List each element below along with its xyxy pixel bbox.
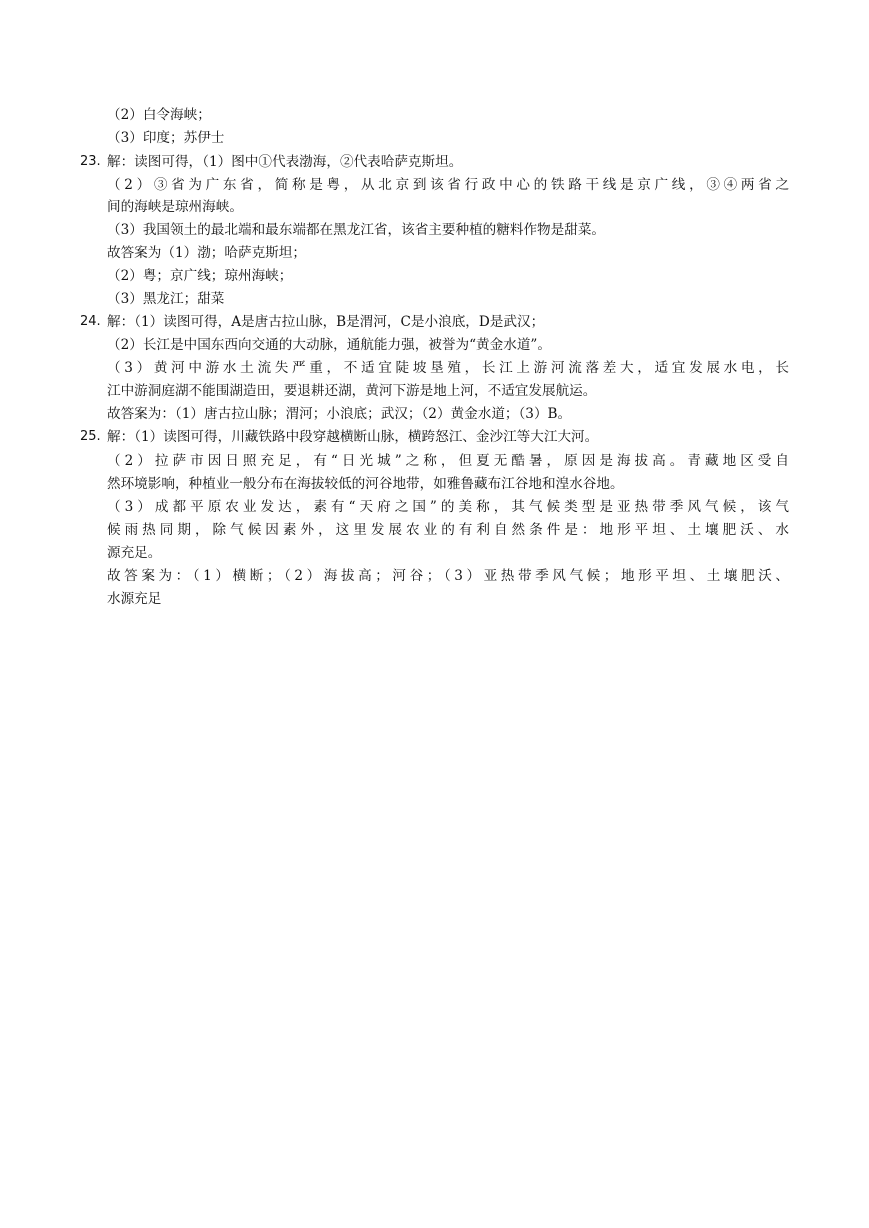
answer-line: 故答案为：（1）横断；（2）海拔高；河谷；（3）亚热带季风气候；地形平坦、土壤肥沃、 [107, 568, 789, 584]
question-number-24: 24. [80, 314, 101, 329]
solution-line: 源充足。 [107, 545, 162, 561]
answer-line: 水源充足 [107, 591, 162, 607]
solution-line: （2）长江是中国东西向交通的大动脉，通航能力强，被誉为“黄金水道”。 [107, 337, 551, 353]
answer-line: 故答案为：（1）唐古拉山脉；渭河；小浪底；武汉；（2）黄金水道；（3）B。 [107, 406, 572, 422]
solution-line: 间的海峡是琼州海峡。 [107, 199, 243, 215]
answer-line: （2）白令海峡； [107, 107, 211, 123]
answer-line: 故答案为（1）渤；哈萨克斯坦； [107, 245, 306, 261]
solution-line: 解：（1）读图可得，川藏铁路中段穿越横断山脉，横跨怒江、金沙江等大江大河。 [107, 429, 599, 445]
question-number-23: 23. [80, 154, 101, 169]
solution-line: 解：（1）读图可得，A是唐古拉山脉，B是渭河，C是小浪底，D是武汉； [107, 314, 545, 330]
solution-line: （3）我国领土的最北端和最东端都在黑龙江省，该省主要种植的糖料作物是甜菜。 [107, 222, 606, 238]
solution-line: （2）拉萨市因日照充足，有“日光城”之称，但夏无酷暑，原因是海拔高。青藏地区受自 [107, 453, 789, 469]
solution-line: 江中游洞庭湖不能围湖造田，要退耕还湖，黄河下游是地上河，不适宜发展航运。 [107, 383, 597, 399]
question-number-25: 25. [80, 429, 101, 444]
answer-line: （2）粤；京广线；琼州海峡； [107, 268, 293, 284]
solution-line: （2）③省为广东省，简称是粤，从北京到该省行政中心的铁路干线是京广线，③④两省之 [107, 177, 789, 193]
solution-line: （3）成都平原农业发达，素有“天府之国”的美称，其气候类型是亚热带季风气候，该气 [107, 499, 789, 515]
solution-line: 候雨热同期，除气候因素外，这里发展农业的有利自然条件是：地形平坦、土壤肥沃、水 [107, 522, 789, 538]
solution-line: 然环境影响，种植业一般分布在海拔较低的河谷地带，如雅鲁藏布江谷地和湟水谷地。 [107, 476, 624, 492]
answer-line: （3）印度；苏伊士 [107, 130, 225, 146]
answer-line: （3）黑龙江；甜菜 [107, 291, 225, 307]
solution-line: （3）黄河中游水土流失严重，不适宜陡坡垦殖，长江上游河流落差大，适宜发展水电，长 [107, 360, 789, 376]
solution-line: 解：读图可得，（1）图中①代表渤海，②代表哈萨克斯坦。 [107, 154, 463, 170]
